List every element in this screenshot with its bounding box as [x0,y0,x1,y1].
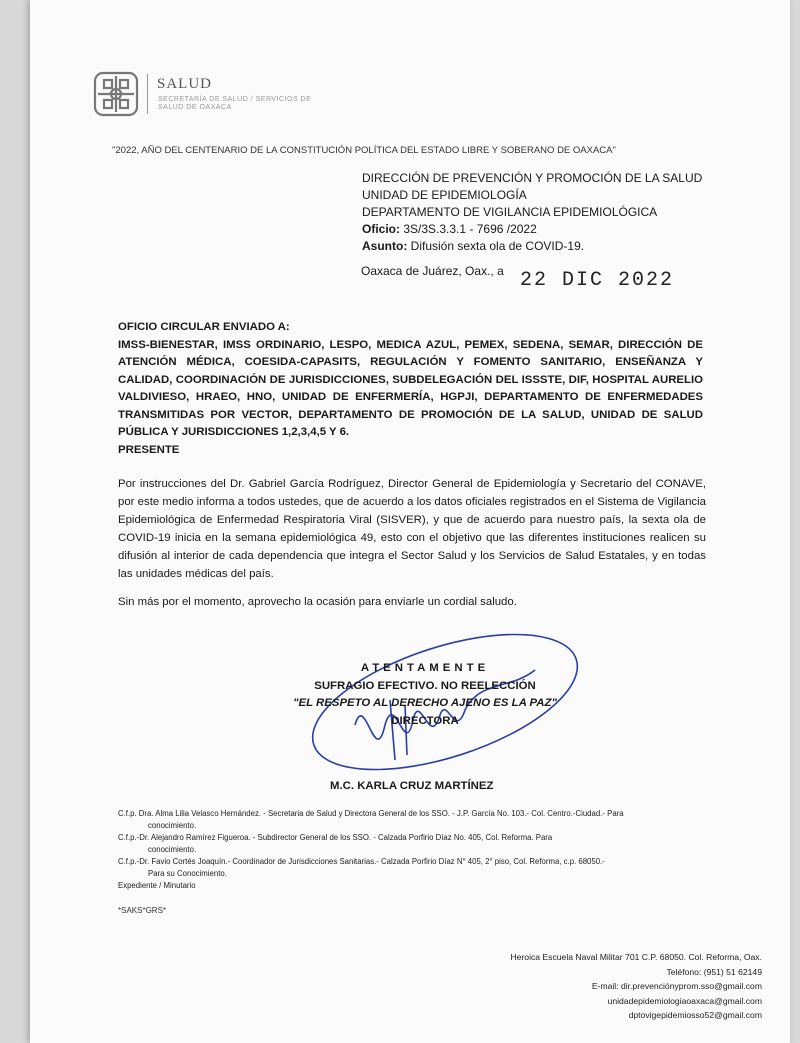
footer-phone: Teléfono: (951) 51 62149 [666,966,762,977]
initials: *SAKS*GRS* [118,906,167,915]
signer-title: DIRECTORA [391,714,459,727]
footer-email: unidadepidemiologiaoaxaca@gmail.com [607,995,762,1006]
slogan-text: SUFRAGIO EFECTIVO. NO REELECCIÓN [314,679,536,692]
signer-name: M.C. KARLA CRUZ MARTÍNEZ [330,780,494,792]
department-block [362,170,702,255]
recipients-block [118,319,703,459]
expediente-line: Expediente / Minutario [118,881,196,890]
ccp-line: C.f.p.-Dr. Favio Cortés Joaquín.- Coordinador de Jurisdicciones Sanitarias.- Calzada Porfirio Díaz N° 405, 2° piso, Col. Reforma, c.p. 68050.- [118,857,605,866]
asunto-line [362,238,702,255]
asunto-label: Asunto: [362,239,408,253]
body-paragraph: Por instrucciones del Dr. Gabriel García Rodríguez, Director General de Epidemiología y Secretario del CONAVE, por este medio informa a todos ustedes, que de acuerdo a los datos oficiales registrados en el Sistema de Vigilancia Epidemiológica de Enfermedad Respiratoria Viral (SISVER), y que de acuerdo para nuestro país, la sexta ola de COVID-19 inicia en la semana epidemiológica 49, esto con el objetivo que las diferentes instituciones realicen su difusión al interior de cada dependencia que integra el Sector Salud y los Servicios de Salud Estatales, y en todas las unidades médicas del país. [118,478,706,580]
brand-subtitle: SECRETARÍA DE SALUD / SERVICIOS DE SALUD DE OAXACA [158,96,312,111]
ccp-list [118,808,718,892]
oficio-number: 3S/3S.3.3.1 - 7696 /2022 [403,222,537,236]
footer-email: dptovigepidemiosso52@gmail.com [628,1010,762,1020]
government-logo-icon [92,70,140,118]
recipients-heading: OFICIO CIRCULAR ENVIADO A: [118,321,290,333]
place-text: Oaxaca de Juárez, Oax., a [361,264,504,278]
department-line-2: UNIDAD DE EPIDEMIOLOGÍA [362,188,527,202]
date-stamp: 22 DIC 2022 [520,269,675,292]
department-line-1: DIRECCIÓN DE PREVENCIÓN Y PROMOCIÓN DE LA SALUD [362,171,703,185]
footer-address: Heroica Escuela Naval Militar 701 C.P. 68050. Col. Reforma, Oax. [510,952,762,962]
ccp-line: conocimiento. [148,845,197,854]
department-line-3: DEPARTAMENTO DE VIGILANCIA EPIDEMIOLÓGICA [362,205,658,219]
asunto-value: Difusión sexta ola de COVID-19. [410,239,585,253]
closing-line: Sin más por el momento, aprovecho la ocasión para enviarle un cordial saludo. [118,596,517,608]
recipients-list: IMSS-BIENESTAR, IMSS ORDINARIO, LESPO, MEDICA AZUL, PEMEX, SEDENA, SEMAR, DIRECCIÓN DE ATENCIÓN MÉDICA, COESIDA-CAPASITS, REGULACIÓN Y FOMENTO SANITARIO, ENSEÑANZA Y CALIDAD, COORDINACIÓN DE JURISDICCIONES, SUBDELEGACIÓN DEL ISSSTE, DIF, HOSPITAL AURELIO VALDIVIESO, HRAEO, HNO, UNIDAD DE ENFERMERÍA, HGPJI, DEPARTAMENTO DE ENFERMEDADES TRANSMITIDAS POR VECTOR, DEPARTAMENTO DE PROMOCIÓN DE LA SALUD, UNIDAD DE SALUD PÚBLICA Y JURISDICCIONES 1,2,3,4,5 Y 6. [118,338,703,438]
signature-block [260,660,590,730]
oficio-label: Oficio: [362,222,400,236]
ccp-line: conocimiento. [148,821,197,830]
quote-text: "EL RESPETO AL DERECHO AJENO ES LA PAZ" [293,697,557,709]
ccp-line: C.f.p.-Dr. Alejandro Ramírez Figueroa. - Subdirector General de los SSO. - Calzada Porfirio Díaz No. 405, Col. Reforma. Para [118,833,553,842]
presente-label: PRESENTE [118,443,180,456]
logo-divider [147,74,148,114]
ccp-line: Para su Conocimiento. [148,869,227,878]
atentamente-text: ATENTAMENTE [360,662,490,674]
oficio-line [362,221,702,238]
footer-email: E-mail: dir.prevenciónyprom.sso@gmail.com [591,981,762,991]
year-motto: "2022, AÑO DEL CENTENARIO DE LA CONSTITUCIÓN POLÍTICA DEL ESTADO LIBRE Y SOBERANO DE OAXACA" [112,145,616,156]
footer-contact [362,950,762,1023]
ccp-line: C.f.p. Dra. Alma Lilia Velasco Hernández. - Secretaria de Salud y Directora General de los SSO. - J.P. García No. 103.- Col. Centro.-Ciudad.- Para [118,809,624,818]
brand-name: SALUD [157,76,213,92]
